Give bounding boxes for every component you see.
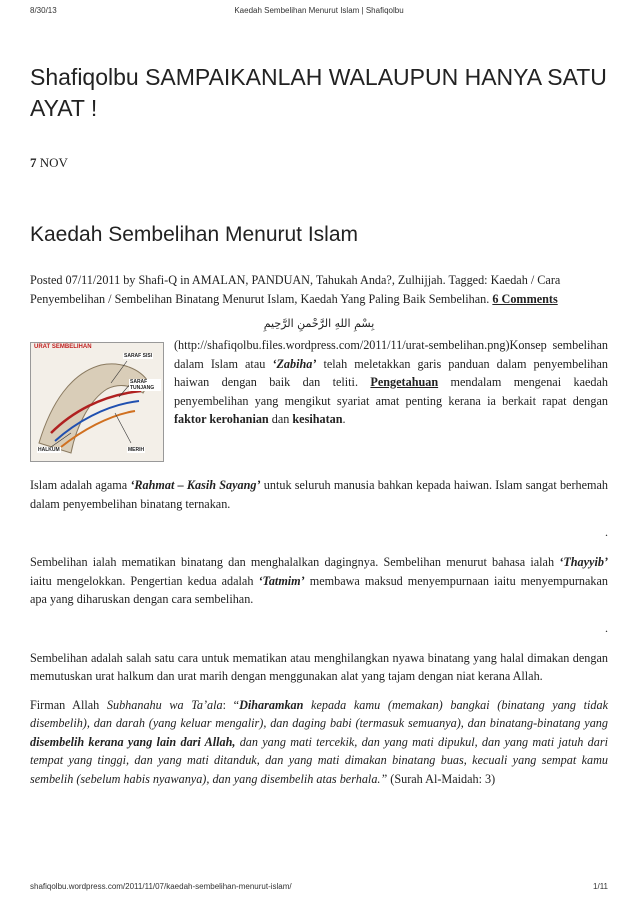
paragraph-method: Sembelihan adalah salah satu cara untuk mematikan atau menghilangkan nyawa binatang yang halal dimakan dengan memutuskan urat halkum dan urat marih dengan menggunakan alat yang tajam dengan niat kerana Allah.: [30, 650, 608, 683]
intro-text-9: .: [342, 412, 346, 426]
basmalah: بِسْمِ اللهِ الرَّحْمنِ الرَّحِيمِ: [263, 317, 375, 330]
p4-subhanahu: Subhanahu wa Ta’ala: [106, 697, 223, 712]
term-thayyib: ‘Thayyib’: [559, 555, 608, 569]
separator-dot-2: .: [605, 620, 608, 635]
figure-label-merih: MERIH: [128, 447, 145, 453]
p2-text-a: Sembelihan ialah mematikan binatang dan menghalalkan dagingnya. Sembelihan menurut bahasa ialah: [30, 555, 560, 569]
p4-verse-2: dan yang mati tercekik, dan yang mati dipukul, dan yang mati jatuh dari tempat yang tinggi, dan yang mati ditanduk, dan yang mati dimakan binatang buas, kecuali yang sempat kamu sembelih (sebelum habis nyawanya), dan yang disembelih atas berhala.”: [30, 734, 608, 786]
p1-text-c: untuk seluruh manusia bahkan kepada haiwan. Islam sangat berhemah dalam penyembelihan binatang ternakan.: [30, 478, 608, 511]
post-date: [30, 155, 608, 171]
p4-text-a: Firman Allah: [30, 697, 107, 712]
paragraph-definition: [30, 553, 608, 609]
intro-section: [30, 336, 608, 466]
page-content: [30, 28, 608, 788]
paragraph-rahmat: [30, 476, 608, 513]
p4-verse-1: kepada kamu (memakan) bangkai (binatang yang tidak disembelih), dan darah (yang keluar mengalir), dan daging babi (termasuk semuanya), dan binatang-binatang yang: [30, 697, 609, 730]
print-page-number: 1/11: [593, 882, 608, 891]
urat-sembelihan-image[interactable]: [30, 342, 164, 462]
term-rahmat: ‘Rahmat – Kasih Sayang’: [130, 478, 261, 492]
post-date-day: 7: [30, 155, 37, 170]
term-diharamkan: Diharamkan: [239, 697, 304, 712]
p2-text-e: membawa maksud menyempurnaan iaitu menyempurnakan apa yang diharuskan dengan cara sembelihan.: [30, 573, 608, 606]
term-kesihatan: kesihatan: [292, 412, 343, 426]
post-meta-text: Posted 07/11/2011 by Shafi-Q in AMALAN, PANDUAN, Tahukah Anda?, Zulhijjah. Tagged: Kaedah / Cara Penyembelihan / Sembelihan Binatang Menurut Islam, Kaedah Yang Paling Baik Sembelihan.: [30, 273, 561, 306]
comments-link[interactable]: 6 Comments: [492, 292, 558, 306]
term-tatmim: ‘Tatmim’: [258, 573, 305, 588]
p4-text-c: : “: [222, 697, 240, 712]
print-title: Kaedah Sembelihan Menurut Islam | Shafiqolbu: [234, 6, 404, 15]
intro-text-5: mendalam mengenai kaedah penyembelihan yang mengikut syariat amat penting kerana ia berkait rapat dengan: [174, 375, 608, 408]
print-url: shafiqolbu.wordpress.com/2011/11/07/kaedah-sembelihan-menurut-islam/: [30, 882, 292, 891]
paragraph-quran: [30, 696, 608, 789]
image-link[interactable]: (http://shafiqolbu.files.wordpress.com/2011/11/urat-sembelihan.png)Konsep sembelihan dalam Islam atau: [174, 338, 608, 371]
intro-text-7: dan: [268, 412, 293, 426]
print-header: [30, 6, 608, 20]
figure-label-saraf-tunjang: SARAF TUNJANG: [129, 379, 161, 391]
p1-text-a: Islam adalah agama: [30, 478, 131, 492]
p2-text-c: iaitu mengelokkan. Pengertian kedua adalah: [30, 573, 259, 588]
figure-label-halkum: HALKUM: [38, 447, 60, 453]
term-pengetahuan: Pengetahuan: [370, 375, 439, 389]
print-date: 8/30/13: [30, 6, 57, 15]
post-title[interactable]: Kaedah Sembelihan Menurut Islam: [30, 223, 359, 246]
post-date-month: NOV: [39, 155, 68, 170]
site-title[interactable]: Shafiqolbu SAMPAIKANLAH WALAUPUN HANYA SATU AYAT !: [30, 64, 607, 121]
intro-text-3: telah meletakkan garis panduan dalam penyembelihan haiwan dengan baik dan teliti.: [174, 356, 608, 389]
figure-title: URAT SEMBELIHAN: [34, 344, 92, 350]
term-faktor-kerohanian: faktor kerohanian: [174, 412, 269, 426]
animal-neck-diagram-icon: [31, 343, 163, 461]
term-zabiha: ‘Zabiha’: [272, 356, 317, 371]
post-meta: [30, 271, 608, 309]
intro-paragraph: [174, 336, 608, 429]
separator-dot-1: .: [605, 525, 608, 539]
p4-surah-ref: (Surah Al-Maidah: 3): [387, 771, 496, 786]
figure-label-saraf-sisi: SARAF SISI: [124, 353, 153, 359]
print-footer: [30, 882, 608, 896]
p4-verse-bold: disembelih kerana yang lain dari Allah,: [30, 734, 236, 749]
